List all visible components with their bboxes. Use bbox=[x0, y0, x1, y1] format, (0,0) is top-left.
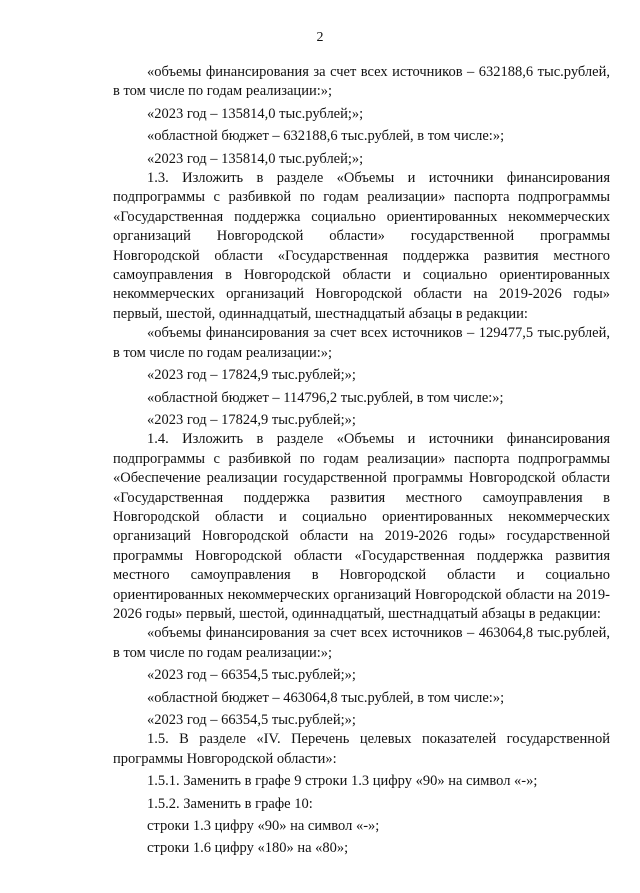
paragraph-7: «2023 год – 17824,9 тыс.рублей;»; bbox=[147, 367, 356, 384]
paragraph-17: 1.5.2. Заменить в графе 10: bbox=[147, 795, 313, 812]
paragraph-18: строки 1.3 цифру «90» на символ «-»; bbox=[147, 818, 380, 835]
paragraph-4: «2023 год – 135814,0 тыс.рублей;»; bbox=[147, 150, 364, 167]
paragraph-15: 1.5. В разделе «IV. Перечень целевых показателей государственной программы Новгородской области»: bbox=[113, 731, 610, 767]
paragraph-6: «объемы финансирования за счет всех источников – 129477,5 тыс.рублей, в том числе по годам реализации:»; bbox=[113, 325, 610, 361]
paragraph-13: «областной бюджет – 463064,8 тыс.рублей, в том числе:»; bbox=[147, 689, 505, 706]
paragraph-16: 1.5.1. Заменить в графе 9 строки 1.3 цифру «90» на символ «-»; bbox=[147, 773, 538, 790]
paragraph-9: «2023 год – 17824,9 тыс.рублей;»; bbox=[147, 411, 356, 428]
paragraph-3: «областной бюджет – 632188,6 тыс.рублей, в том числе:»; bbox=[147, 128, 505, 145]
paragraph-11: «объемы финансирования за счет всех источников – 463064,8 тыс.рублей, в том числе по годам реализации:»; bbox=[113, 625, 610, 661]
paragraph-1: «объемы финансирования за счет всех источников – 632188,6 тыс.рублей, в том числе по годам реализации:»; bbox=[113, 64, 610, 100]
paragraph-10: 1.4. Изложить в разделе «Объемы и источники финансирования подпрограммы с разбивкой по годам реализации» паспорта подпрограммы «Обеспечение реализации государственной программы Новгородской области «Государственная поддержка развития местного самоуправления в Новгородской области и социально ориентированных некоммерческих организаций Новгородской области на 2019-2026 годы» государственной программы Новгородской области «Государственная поддержка развития местного самоуправления в Новгородской области и социально ориентированных некоммерческих организаций Новгородской области на 2019-2026 годы» первый, шестой, одиннадцатый, шестнадцатый абзацы в редакции: bbox=[113, 431, 610, 622]
paragraph-2: «2023 год – 135814,0 тыс.рублей;»; bbox=[147, 105, 364, 122]
paragraph-5: 1.3. Изложить в разделе «Объемы и источники финансирования подпрограммы с разбивкой по годам реализации» паспорта подпрограммы «Государственная поддержка социально ориентированных некоммерческих организаций Новгородской области» государственной программы Новгородской области «Государственная поддержка развития местного самоуправления в Новгородской области и социально ориентированных некоммерческих организаций Новгородской области на 2019-2026 годы» первый, шестой, одиннадцатый, шестнадцатый абзацы в редакции: bbox=[113, 170, 610, 322]
paragraph-19: строки 1.6 цифру «180» на «80»; bbox=[147, 840, 349, 857]
paragraph-14: «2023 год – 66354,5 тыс.рублей;»; bbox=[147, 712, 356, 728]
document-body bbox=[113, 63, 610, 859]
paragraph-8: «областной бюджет – 114796,2 тыс.рублей, в том числе:»; bbox=[147, 389, 504, 406]
paragraph-12: «2023 год – 66354,5 тыс.рублей;»; bbox=[147, 667, 356, 684]
page-number: 2 bbox=[316, 30, 324, 45]
